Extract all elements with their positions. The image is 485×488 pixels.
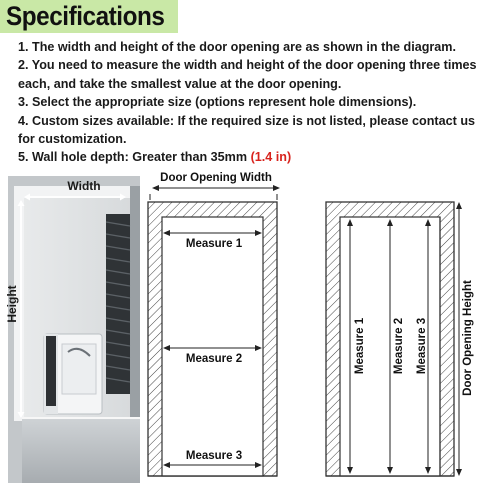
height-measure-3-label: Measure 3	[416, 317, 428, 375]
spec-item-5	[18, 148, 480, 166]
photo-height-label: Height	[5, 285, 19, 323]
height-measure-2-label: Measure 2	[393, 317, 405, 375]
width-measure-1-label: Measure 1	[185, 238, 243, 250]
ac-unit	[44, 334, 102, 414]
spec-item-4: 4. Custom sizes available: If the required size is not listed, please contact us for customization.	[18, 113, 476, 147]
page-title: Specifications	[6, 1, 165, 31]
width-measure-3-label: Measure 3	[185, 450, 243, 462]
height-measure-1-label: Measure 1	[354, 317, 366, 375]
spec-item-3: 3. Select the appropriate size (options represent hole dimensions).	[18, 95, 417, 110]
width-diagram	[140, 166, 290, 486]
door-opening-height-label: Door Opening Height	[462, 280, 474, 396]
width-measure-2-label: Measure 2	[185, 353, 243, 365]
spec-list	[18, 38, 480, 167]
spec-item-5-highlight: (1.4 in)	[250, 150, 292, 165]
spec-item-2: 2. You need to measure the width and height of the door opening three times each, and take the smallest value at the door opening.	[18, 58, 477, 91]
doorway-photo	[5, 176, 140, 483]
spec-item-5-text: 5. Wall hole depth: Greater than 35mm	[18, 150, 251, 165]
spec-item-1: 1. The width and height of the door opening are as shown in the diagram.	[18, 40, 457, 54]
height-diagram	[318, 166, 485, 486]
door-opening-width-label: Door Opening Width	[160, 172, 272, 184]
photo-width-label: Width	[67, 179, 101, 193]
louver-panel	[106, 214, 130, 394]
title-banner	[0, 0, 178, 33]
